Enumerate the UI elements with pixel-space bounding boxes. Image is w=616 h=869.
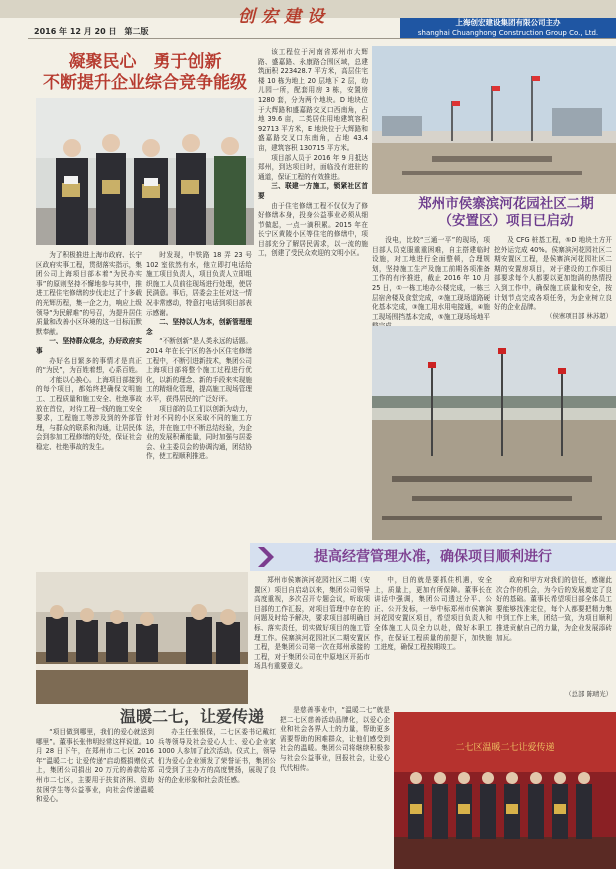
photo-construction-site-1 — [372, 46, 616, 194]
article2-title-line1: 郑州市侯寨滨河花园社区二期 — [418, 196, 594, 212]
publisher-en: shanghai Chuanghong Construction Group Co., Ltd. — [400, 28, 616, 38]
section-heading: 二、坚持以人为本，创新管理理念 — [146, 318, 252, 336]
section-heading: 三、联建一方施工，锁紧社区首要 — [258, 182, 368, 200]
award-banner-text: 二七区温暖二七让爱传递 — [455, 743, 555, 753]
article1-headline — [36, 52, 254, 94]
article1-title-line2: 不断提升企业综合竞争能级 — [43, 73, 247, 93]
article4-column-3 — [280, 706, 390, 866]
photo-construction-site-2 — [372, 326, 616, 540]
masthead — [0, 0, 616, 36]
article2-title-line2: （安置区）项目已启动 — [438, 213, 574, 229]
paragraph: 中，目的就是要抓住机遇，安全上，质量上，更加有所保障。董事长在讲话中强调，集团公司透过分平、公正、公开发标，一举中标郑州市侯寨滨河花园安置区项目，希望项目负责人和全体施工人员全力以赴，做好本职工作，在保证工程质量的前提下，加快施工进度，确保工程按期竣工。 — [374, 576, 492, 652]
byline: （总部 陈晴光） — [565, 690, 612, 698]
paragraph: 由于住宅修缮工程不仅仅为了修好修缮本身，投身公益事业必须从细节做起，一点一滴积累。2015 年在长宁区黄陵小区等住宅的修缮中，项目部充分了解居民需求，以一流的施工，创建了受民众欢迎的文明小区。 — [258, 201, 368, 258]
article3-column-3 — [496, 576, 612, 688]
article3-credit — [496, 690, 612, 700]
issue-date: 2016 年 12 月 20 日 第二版 — [34, 27, 149, 36]
article1-column-1 — [36, 251, 142, 483]
article2-column-2 — [494, 236, 612, 310]
paragraph: 该工程位于河南省郑州市大辉路、盛嘉路、永康路合围区域，总建筑面积 223428.7 平方米，高层住宅楼 10 栋为地上 20 层地下 2 层，幼儿园一所，配套用房 3 栋，安置房 1280 套，分为两个地块。D 地块位于大辉路和盛嘉路交叉口西南角，占地 39.6 亩，二类居住用地建筑容积 92713 平方米，E 地块位于大辉路和盛嘉路交叉口东南角，占地 43.4 亩，建筑容积 130715 平方米。 — [258, 48, 368, 152]
photo-meeting — [36, 572, 248, 704]
article2-credit — [494, 312, 612, 322]
paragraph: 时发现，中铁路 18 弄 23 号 102 室依然有水，他立即打电话给施工项目负责人，项目负责人立即组织施工人员前往现场进行处理，使居民满意。事后，居委会主任对这一情况非常感动，特意打电话到项目部表示感谢。 — [146, 251, 252, 317]
publisher-cn: 上海创宏建设集团有限公司主办 — [400, 18, 616, 28]
paragraph: 办好名目繁多的事情才是真正的“为民”，为百姓着想，心系百姓。 — [36, 356, 142, 375]
article1-title-line1: 凝聚民心 勇于创新 — [68, 52, 222, 72]
paragraph: 项目部的员工们以创新为动力，针对不同的小区采取不同的施工方法，并在施工中不断总结经验，为企业的发展积蓄能量，同时加强与居委会、业主委员会的协调沟通，团结协作，使工程顺利推进。 — [146, 404, 252, 461]
paragraph: 项目部人员于 2016 年 9 月抵达郑州，到达项目时，面临没有进驻的通道，保证工程的有效推进。 — [258, 153, 368, 181]
masthead-title: 创宏建设 — [238, 7, 330, 27]
article3-column-2 — [374, 576, 492, 698]
article1-column-3 — [258, 48, 368, 484]
article2-column-1 — [372, 236, 491, 321]
article1-column-2 — [146, 251, 252, 483]
article4-headline: 温暖二七，让爱传递 — [120, 707, 265, 726]
masthead-rule — [28, 38, 616, 39]
photo-award-group — [36, 98, 254, 245]
paragraph: 及 CFG 桩基工程，⑤D 地块土方开挖外运完成 40%。侯寨滨河花园社区二期安置区工程，是侯寨滨河花园社区二期的安置房项目，对于建设的工作项目部要求每个人都要以更加饱满的热情投入到工作中，确保施工质量和安全，按计划节点完成各项任务，为企业树立良好的企业品牌。 — [494, 236, 612, 312]
paragraph: 政府和甲方对我们的信任，感谢此次合作的机会，为今后的发展奠定了良好的基础。董事长希望项目部全体员工要能够找准定位，每个人都要把精力集中到工作上来，团结一致，为项目顺利推进贡献自己的力量，为企业发展添砖加瓦。 — [496, 576, 612, 642]
paragraph: 是慈善事业中，“温暖二七”就是把二七区慈善活动品牌化，以爱心企业和社会各界人士的力量，帮助更多需要帮助的困难群众，让他们感受到社会的温暖。集团公司将继续积极参与社会公益事业，回报社会，让爱心代代相传。 — [280, 706, 390, 772]
byline: （侯寨项目部 林苏超） — [546, 312, 612, 320]
article3-column-1 — [254, 576, 370, 698]
paragraph: 没电，比较“三通一平”的现场，项目部人员克服重重困难，自主搭建临时设施，对工地进行全面整顿，合理规划，坚持施工生产及施工前期各项准备工作的有序推进，截止 2016 年 10 月 25 日，①一栋工地办公楼完成，一栋三层宿舍楼及食堂完成，②施工现场道路硬化基本完成，③施工用水用电接通，④施工现场围挡基本完成，⑤施工现场场地平 — [372, 236, 491, 321]
article3-banner — [250, 543, 616, 571]
section-heading: 一、坚持群众观念，办好政府实事 — [36, 337, 142, 355]
article4-column-2 — [158, 728, 276, 866]
article2-headline — [396, 196, 616, 230]
paragraph: 才能以心换心。上海项目部接到的每个项目，都始终把确保文明施工、工程质量和施工安全、杜绝事故放在首位，对待工程一线的施工安全要求，工程施工等涉及到的外部管理，与群众的联系和沟通，让居民体会到参加工程修缮的好处，保证社会稳定、杜绝事故的发生。 — [36, 375, 142, 451]
paragraph: 郑州市侯寨滨河花园社区二期（安置区）项目自启动以来，集团公司领导高度重视，多次召开专题会议，听取项目部的工作汇报，对项目管理中存在的问题及时给予解决，要求项目部明确目标、落实责任，切实做好项目的施工管理工作。侯寨滨河花园社区二期安置区工程，是集团公司第一次在郑州承接的工程，对于集团公司在中原地区开拓市场具有重要意义。 — [254, 576, 370, 671]
paragraph: “项目做到哪里，我们的爱心就送到哪里”。董事长张伟明经常这样说道。10 月 28 日下午，在郑州市二七区 2016 年“温暖二七 让爱传递”启动暨捐赠仪式上，集团公司捐出 20 万元的善款给郑州市二七区，主要用于扶贫济困、资助贫困学生等公益事业，向社会传递温暖和爱心。 — [36, 728, 154, 804]
paragraph: “不断创新”是人类永远的话题。2014 年在长宁区的各小区住宅修缮工程中，不断引进新技术，集团公司上海项目部将整个施工过程进行优化，以新的理念、新的手段来实现施工的精细化管理，提高施工现场管理水平，获得居民的广泛好评。 — [146, 337, 252, 403]
paragraph: 办主任张银保，二七区委书记戴红兵等领导及社会爱心人士、爱心企业家 1000 人参加了此次活动。仪式上，领导们为爱心企业颁发了荣誉证书，集团公司受到了主办方的高度赞扬，展现了良好的企业形象和社会责任感。 — [158, 728, 276, 784]
article3-title: 提高经营管理水准，确保项目顺利进行 — [314, 549, 552, 565]
article4-column-1 — [36, 728, 154, 866]
photo-award-ceremony — [394, 712, 616, 869]
paragraph: 为了积极推进上海市政府、长宁区政府实事工程，贯彻落实指示，集团公司上海项目部本着“为民办实事”的原则坚持不懈地参与其中，推进工程住宅修缮的步伐走过了十多载的光辉历程，集一企之力，响应上级领导“为民解难”的号召，为提升居住质量和改善小区环境的这一目标而默默奉献。 — [36, 251, 142, 336]
